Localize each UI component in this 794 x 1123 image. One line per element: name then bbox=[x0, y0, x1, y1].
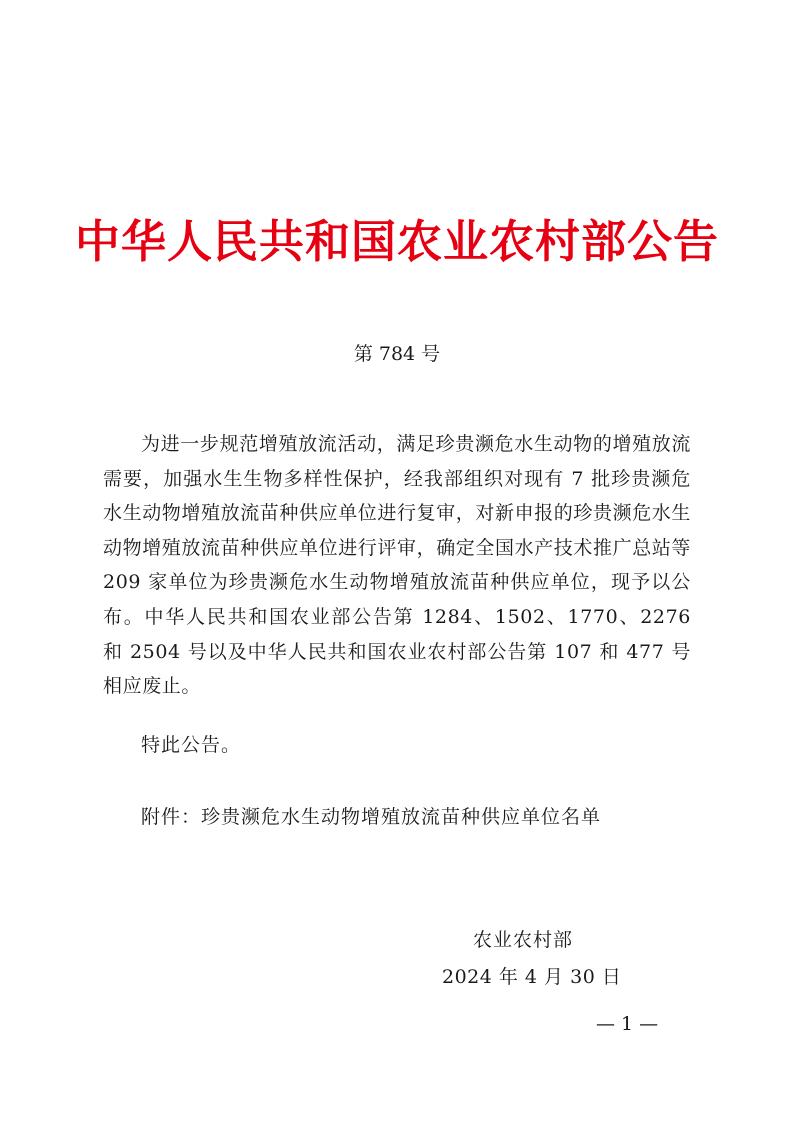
announcement-body: 为进一步规范增殖放流活动，满足珍贵濒危水生动物的增殖放流需要，加强水生生物多样性保护，经我部组织对现有 7 批珍贵濒危水生动物增殖放流苗种供应单位进行复审，对新申报的珍贵濒危水生动物增殖放流苗种供应单位进行评审，确定全国水产技术推广总站等 209 家单位为珍贵濒危水生动物增殖放流苗种供应单位，现予以公布。中华人民共和国农业部公告第 1284、1502、1770、2276 和 2504 号以及中华人民共和国农业农村部公告第 107 和 477 号相应废止。 bbox=[103, 433, 692, 698]
announcement-title: 中华人民共和国农业农村部公告 bbox=[74, 215, 719, 268]
page-number: — 1 — bbox=[596, 1013, 659, 1035]
announcement-number: 第 784 号 bbox=[353, 343, 441, 365]
closing-statement: 特此公告。 bbox=[141, 734, 242, 756]
issue-date: 2024 年 4 月 30 日 bbox=[442, 966, 622, 988]
issuing-organization: 农业农村部 bbox=[473, 929, 574, 951]
attachment-line: 附件：珍贵濒危水生动物增殖放流苗种供应单位名单 bbox=[141, 806, 602, 828]
